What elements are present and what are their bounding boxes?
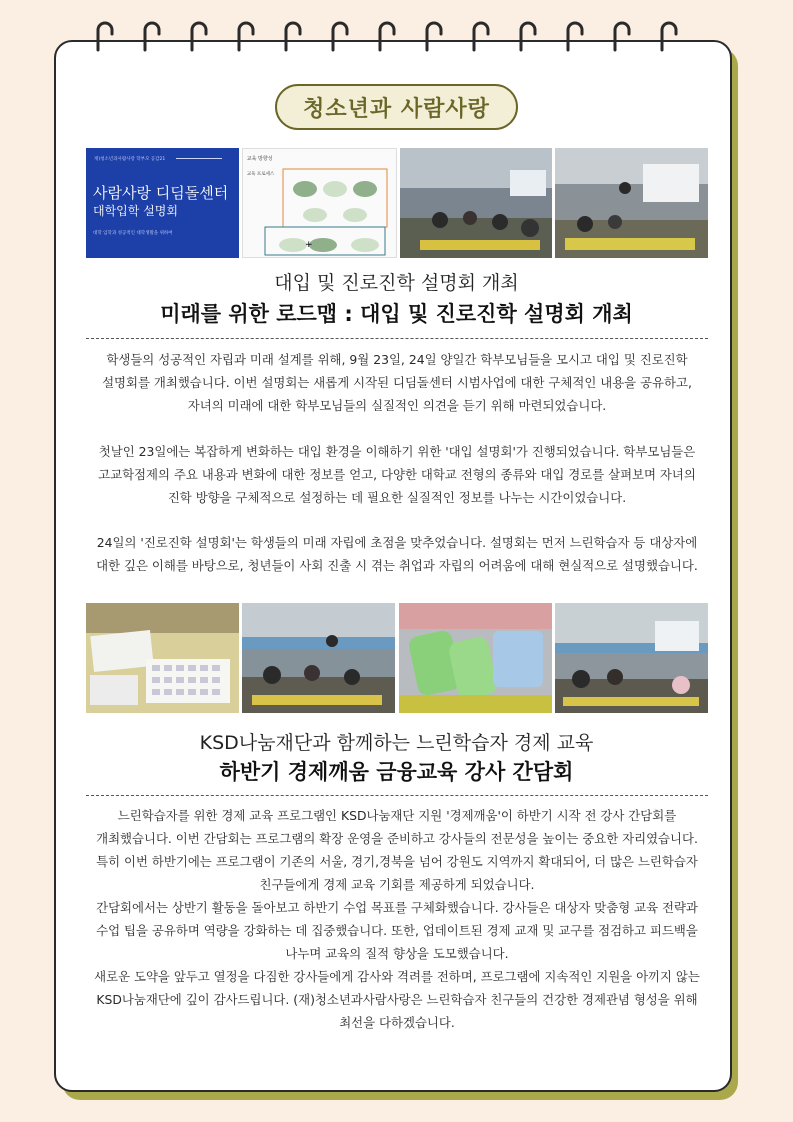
section1-title: 미래를 위한 로드맵 : 대입 및 진로진학 설명회 개최 [160, 302, 633, 326]
section2-subtitle: KSD나눔재단과 함께하는 느린학습자 경제 교육 [199, 732, 594, 754]
paragraph-line: 개최했습니다. 이번 간담회는 프로그램의 확장 운영을 준비하고 강사들의 전문성을 높이는 중요한 자리였습니다. [96, 831, 698, 846]
paragraph-line: 나누며 교육의 질적 향상을 도모했습니다. [285, 946, 509, 961]
paragraph-line: 대한 깊은 이해를 바탕으로, 청년들이 사회 진출 시 겪는 취업과 자립의 어려움에 대해 현실적으로 설명했습니다. [96, 558, 698, 573]
paragraph-line: 첫날인 23일에는 복잡하게 변화하는 대입 환경을 이해하기 위한 '대입 설명회'가 진행되었습니다. 학부모님들은 [98, 444, 696, 459]
paragraph-line: 설명회를 개최했습니다. 이번 설명회는 새롭게 시작된 디딤돌센터 시범사업에 대한 구체적인 내용을 공유하고, [102, 375, 692, 390]
paragraph-line: 간담회에서는 상반기 활동을 돌아보고 하반기 수업 목표를 구체화했습니다. 강사들은 대상자 맞춤형 교육 전략과 [96, 900, 698, 915]
ring-icon [564, 20, 586, 56]
ring-icon [188, 20, 210, 56]
paragraph-line: 학생들의 성공적인 자립과 미래 설계를 위해, 9월 23일, 24일 양일간 학부모님들을 모시고 대입 및 진로진학 [106, 352, 688, 367]
diagram-graphic [243, 149, 396, 258]
section1-divider [86, 338, 708, 339]
section1-paragraph-2 [86, 440, 708, 509]
ring-icon [423, 20, 445, 56]
slide-small-text: 재)청소년과사람사랑 학부모 공감21 [94, 157, 166, 162]
lecture-photo [555, 603, 708, 713]
paragraph-line: 자녀의 미래에 대한 학부모님들의 실질적인 의견을 듣기 위해 마련되었습니다. [187, 398, 607, 413]
section2-divider [86, 795, 708, 796]
paragraph-line: 24일의 '진로진학 설명회'는 학생들의 미래 자립에 초점을 맞추었습니다. 설명회는 먼저 느린학습자 등 대상자에 [96, 535, 698, 550]
section1-paragraph-3 [86, 531, 708, 577]
paragraph-line: 최선을 다하겠습니다. [339, 1015, 455, 1030]
workshop-photo-graphic [242, 603, 395, 713]
section1-subtitle: 대입 및 진로진학 설명회 개최 [274, 272, 519, 294]
meeting-photo [555, 148, 708, 258]
classroom-photo-graphic [400, 148, 553, 258]
header-title: 청소년과 사람사랑 [303, 96, 490, 122]
slide-footer: 대학 입학과 성공적인 대학생활을 위하여 [93, 231, 173, 236]
ring-icon [517, 20, 539, 56]
workshop-photo [242, 603, 395, 713]
svg-text:+: + [304, 240, 313, 250]
ring-icon [94, 20, 116, 56]
meeting-photo-graphic [555, 148, 708, 258]
section1-paragraph-1 [86, 348, 708, 417]
ring-icon [141, 20, 163, 56]
ring-icon [470, 20, 492, 56]
section2-title: 하반기 경제깨움 금융교육 강사 간담회 [219, 760, 574, 784]
ring-icon [376, 20, 398, 56]
paragraph-line: 새로운 도약을 앞두고 열정을 다짐한 강사들에게 감사와 격려를 전하며, 프로그램에 지속적인 지원을 아끼지 않는 [94, 969, 700, 984]
materials-photo [86, 603, 239, 713]
slide-title2: 대학입학 설명회 [93, 204, 178, 218]
diagram-heading: 교육 방향성 [246, 156, 273, 162]
ring-icon [282, 20, 304, 56]
section2-photo-row [86, 603, 708, 713]
slide-title1: 사람사랑 디딤돌센터 [93, 184, 229, 202]
teaching-kits-photo [399, 603, 552, 713]
ring-icon [235, 20, 257, 56]
paragraph-line: KSD나눔재단에 깊이 감사드립니다. (재)청소년과사람사랑은 느린학습자 친구들의 건강한 경제관념 형성을 위해 [96, 992, 698, 1007]
paragraph-line: 고교학점제의 주요 내용과 변화에 대한 정보를 얻고, 다양한 대학교 전형의 종류와 대입 경로를 살펴보며 자녀의 [98, 467, 696, 482]
slide-rule [176, 158, 222, 159]
diagram-image [242, 148, 397, 258]
lecture-photo-graphic [555, 603, 708, 713]
paragraph-line: 느린학습자를 위한 경제 교육 프로그램인 KSD나눔재단 지원 '경제깨움'이 하반기 시작 전 강사 간담회를 [117, 808, 677, 823]
diagram-label: 교육 프로세스 [246, 172, 275, 177]
ring-icon [611, 20, 633, 56]
paragraph-line: 친구들에게 경제 교육 기회를 제공하게 되었습니다. [259, 877, 535, 892]
paragraph-line: 수업 팁을 공유하며 역량을 강화하는 데 집중했습니다. 또한, 업데이트된 경제 교재 및 교구를 점검하고 피드백을 [96, 923, 698, 938]
teaching-kits-photo-graphic [399, 603, 552, 713]
materials-photo-graphic [86, 603, 239, 713]
classroom-photo [400, 148, 553, 258]
slide-image [86, 148, 239, 258]
paragraph-line: 진학 방향을 구체적으로 설정하는 데 필요한 실질적인 정보를 나누는 시간이었습니다. [167, 490, 627, 505]
paragraph-line: 특히 이번 하반기에는 프로그램이 기존의 서울, 경기,경북을 넘어 강원도 지역까지 확대되어, 더 많은 느린학습자 [96, 854, 698, 869]
ring-icon [658, 20, 680, 56]
section1-photo-row [86, 148, 708, 258]
header-title-pill [275, 84, 518, 130]
section2-paragraph [86, 804, 708, 1034]
binder-rings [0, 20, 793, 60]
ring-icon [329, 20, 351, 56]
